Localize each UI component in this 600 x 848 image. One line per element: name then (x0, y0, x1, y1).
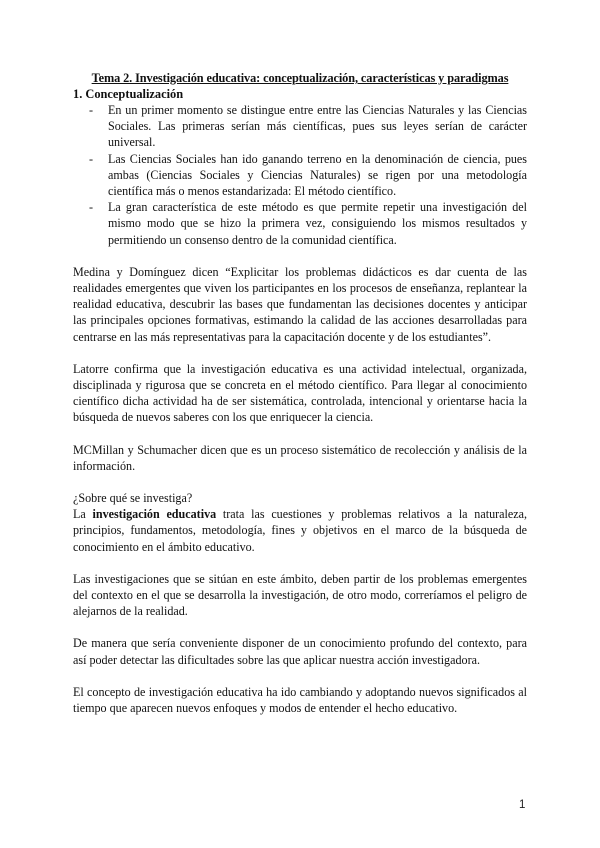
paragraph-mcmillan: MCMillan y Schumacher dicen que es un proceso sistemático de recolección y análisis de la información. (73, 442, 527, 473)
list-item-text: La gran característica de este método es que permite repetir una investigación del mismo modo que se hizo la primera vez, consiguiendo los mismos resultados y permitiendo un consenso dentro de la comunidad científica. (108, 200, 527, 247)
page-content (73, 70, 527, 716)
bullet-dash: - (89, 151, 94, 166)
question-heading: ¿Sobre qué se investiga? (73, 491, 193, 506)
list-item-text: Las Ciencias Sociales han ido ganando terreno en la denominación de ciencia, pues ambas (Ciencias Sociales y Ciencias Naturales) se rigen por una metodología científica más o menos estandarizada: El método científico. (108, 151, 527, 199)
bullet-list (73, 102, 527, 248)
bold-term: investigación educativa (92, 507, 217, 522)
list-item-text: En un primer momento se distingue entre entre las Ciencias Naturales y las Ciencias Sociales. Las primeras serían más científicas, pues sus leyes serían de carácter universal. (108, 103, 527, 150)
paragraph-object-rest: trata las cuestiones y problemas relativos a la naturaleza, principios, fundamentos, metodología, fines y objetivos en el marco de la búsqueda de conocimiento en el ámbito educativo. (73, 507, 527, 554)
paragraph-object (73, 506, 527, 555)
paragraph-context: Las investigaciones que se sitúan en este ámbito, deben partir de los problemas emergentes del contexto en el que se desarrolla la investigación, de otro modo, correríamos el peligro de alejarnos de la realidad. (73, 571, 527, 619)
list-item (73, 151, 527, 200)
section-heading: 1. Conceptualización (73, 87, 184, 101)
paragraph-medina: Medina y Domínguez dicen “Explicitar los problemas didácticos es dar cuenta de las realidades emergentes que viven los participantes en los procesos de enseñanza, replantear la realidad educativa, descubrir las bases que fundamentan las decisiones docentes y anticipar las principales opciones formativas, estimando la calidad de las acciones desarrolladas para centrarse en las más representativas para la capacitación docente y de los estudiantes”. (73, 264, 527, 344)
bullet-dash: - (89, 200, 94, 215)
list-item (73, 199, 527, 248)
paragraph-deep-knowledge: De manera que sería conveniente disponer de un conocimiento profundo del contexto, para así poder detectar las dificultades sobre las que aplicar nuestra acción investigadora. (73, 636, 527, 667)
paragraph-latorre: Latorre confirma que la investigación educativa es una actividad intelectual, organizada, disciplinada y rigurosa que se concreta en el método científico. Para llegar al conocimiento científico dicha actividad ha de ser sistemática, controlada, intencional y orientarse hacia la búsqueda de nuevos saberes con los que enriquecer la ciencia. (73, 361, 527, 425)
list-item (73, 102, 527, 151)
page-number: 1 (519, 799, 526, 811)
bullet-dash: - (89, 103, 94, 117)
document-title: Tema 2. Investigación educativa: conceptualización, características y paradigmas (91, 71, 509, 85)
paragraph-concept: El concepto de investigación educativa ha ido cambiando y adoptando nuevos significados al tiempo que aparecen nuevos enfoques y modos de entender el hecho educativo. (73, 684, 527, 716)
paragraph-object-prefix: La (73, 507, 86, 522)
